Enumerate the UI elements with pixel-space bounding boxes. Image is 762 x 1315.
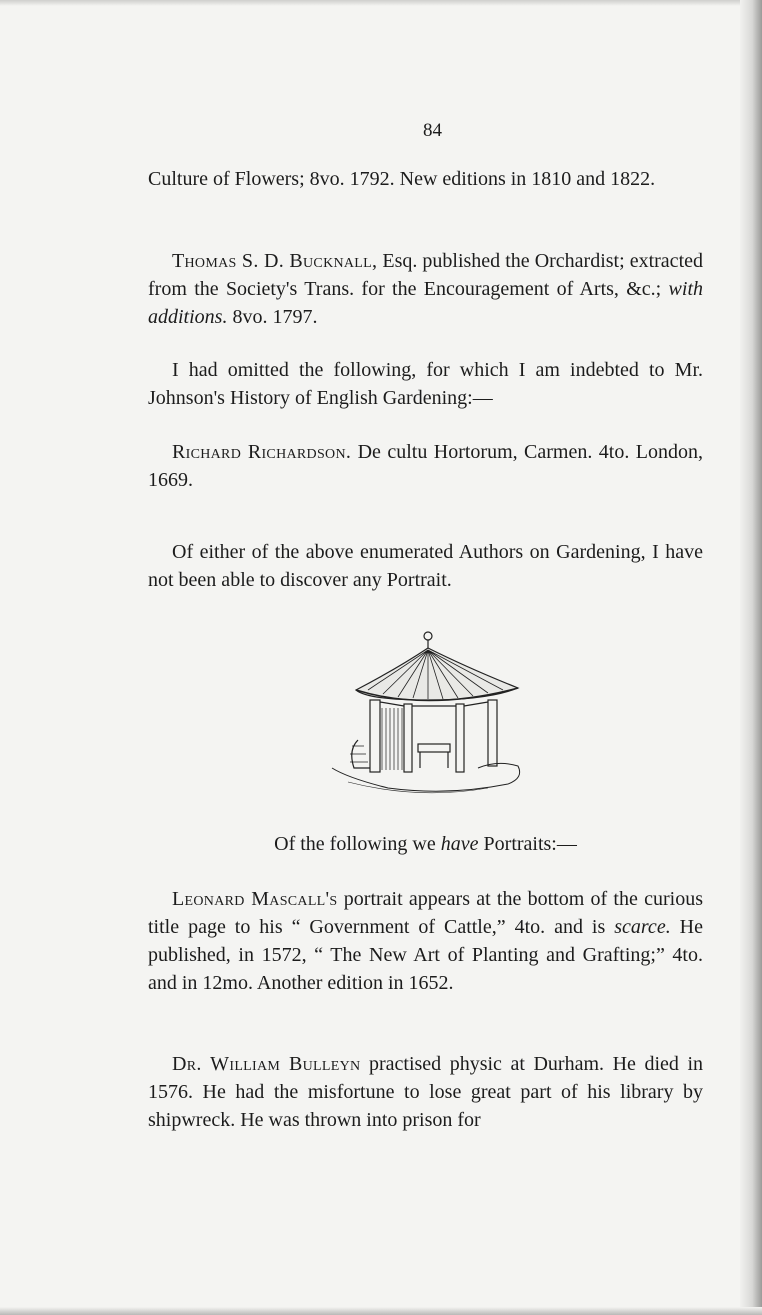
heading-text: Of the following we xyxy=(274,833,441,855)
paragraph-culture-of-flowers xyxy=(148,165,703,193)
paragraph-bucknall xyxy=(148,247,703,331)
paragraph-text: portrait appears at the bottom of the curious title page to his “ Government of Cattle,” 4to. and is xyxy=(148,888,703,938)
paragraph-text: Esq. published the Orchardist; extracted from the Society's Trans. for the Encouragement of Arts, &c.; xyxy=(148,250,703,300)
italic-text: with additions. xyxy=(148,278,703,328)
heading-italic: have xyxy=(440,833,479,855)
paragraph-text-tail: He published, in 1572, “ The New Art of Planting and Grafting;” 4to. and in 12mo. Another edition in 1652. xyxy=(148,916,703,994)
author-name: Thomas S. D. Bucknall, xyxy=(172,250,378,272)
heading-text-after: Portraits:— xyxy=(478,833,577,855)
paragraph-text: Culture of Flowers; 8vo. 1792. New editions in 1810 and 1822. xyxy=(148,168,656,190)
author-name: Dr. William Bulleyn xyxy=(172,1053,361,1075)
page-right-edge xyxy=(740,0,762,1315)
garden-summerhouse-vignette-icon xyxy=(328,628,524,800)
paragraph-text: I had omitted the following, for which I am indebted to Mr. Johnson's History of English Gardening:— xyxy=(148,359,703,409)
paragraph-omitted-note xyxy=(148,356,703,412)
author-name: Leonard Mascall's xyxy=(172,888,338,910)
paragraph-richardson xyxy=(148,438,703,494)
paragraph-bulleyn xyxy=(148,1050,703,1134)
paragraph-text: De cultu Hortorum, Carmen. 4to. London, 1669. xyxy=(148,441,703,491)
paragraph-text: practised physic at Durham. He died in 1576. He had the misfortune to lose great part of his library by shipwreck. He was thrown into prison for xyxy=(148,1053,703,1131)
paragraph-text-tail: 8vo. 1797. xyxy=(227,306,318,328)
italic-text: scarce. xyxy=(614,916,671,938)
page-number: 84 xyxy=(423,120,442,141)
page-top-edge xyxy=(0,0,762,6)
paragraph-text: Of either of the above enumerated Authors on Gardening, I have not been able to discover any Portrait. xyxy=(148,541,703,591)
paragraph-mascall xyxy=(148,885,703,997)
page-bottom-edge xyxy=(0,1307,762,1315)
author-name: Richard Richardson. xyxy=(172,441,352,463)
portraits-heading xyxy=(148,830,703,858)
paragraph-no-portrait xyxy=(148,538,703,594)
